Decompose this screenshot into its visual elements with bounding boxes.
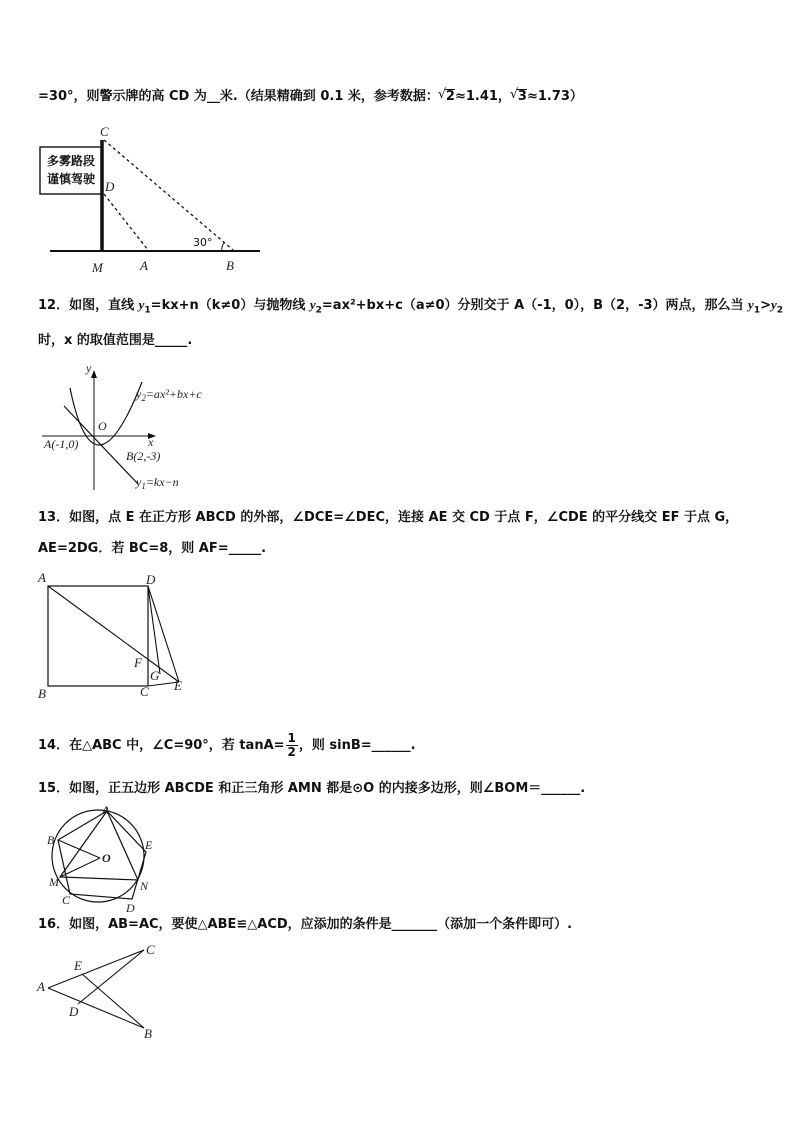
label-C: C [140,684,149,699]
label-x: x [148,435,154,449]
label-B: B [144,1026,152,1041]
parabola-graph [38,360,258,495]
label-E: E [74,958,82,973]
line-BE [82,974,144,1028]
triangles-diagram [36,938,166,1048]
line-CD [78,950,144,1004]
q12-line2: 时，x 的取值范围是_____. [38,333,193,348]
label-D: D [105,179,115,194]
line-AB [48,988,144,1028]
sqrt-3: √ 3 [517,89,527,104]
q11-text-b: ≈1.41， [454,89,511,104]
square-diagram [36,570,196,700]
q13-line2: AE=2DG．若 BC=8，则 AF=_____. [38,541,267,556]
label-A: A [37,979,45,994]
q16-text: 16．如图，AB=AC，要使△ABE≌△ACD，应添加的条件是_______（添加一个条件即可）. [38,917,573,932]
square-ABCD [48,586,148,686]
label-D: D [126,901,135,915]
circle-polygon-diagram [44,802,174,915]
label-A: A [38,570,46,585]
line-OM [60,858,100,877]
label-O: O [102,851,111,865]
label-B-point: B(2,-3) [126,449,161,463]
label-C: C [100,124,109,139]
label-y1-eq: $y_1=kx-n$ [136,475,179,491]
q14-text: 14．在△ABC 中，∠C=90°，若 tanA= $\frac{1}{2}$ ，则 sinB=______. [38,731,416,759]
sign-text-1: 多雾路段 [46,154,96,168]
label-B: B [38,686,46,701]
label-y2-eq: $y_2=ax^2+bx+c$ [136,387,202,403]
q12-line1: 12．如图，直线 $y_1=kx+n(k\ne 0)$与抛物线 $y_2=ax^2+bx+c(a\ne 0)$分别交于 A（-1，0），B（2，-3）两点，那么当 $y_1>y_2$ [38,297,784,316]
label-A-point: A(-1,0) [44,437,79,451]
label-E: E [145,838,153,852]
line-OB [58,840,100,858]
angle-arc [222,243,224,251]
angle-label: 30° [193,236,213,249]
sign-diagram [38,122,278,277]
label-D: D [69,1004,79,1019]
line-AD [104,194,148,250]
q12-figure [38,360,258,495]
sqrt-2: √ 2 [445,89,455,104]
q11-text-a: =30°，则警示牌的高 CD 为__米.（结果精确到 0.1 米，参考数据： [38,89,439,104]
y-axis-arrow [91,370,97,378]
line-BC [104,140,233,250]
label-D: D [146,572,156,587]
label-G: G [150,668,160,683]
label-E: E [174,678,182,693]
line-AC [48,950,144,988]
label-y: y [86,361,92,375]
q16-figure [36,938,166,1048]
label-C: C [146,942,155,957]
q13-figure [36,570,196,700]
label-O: O [98,419,107,433]
label-N: N [140,879,149,893]
label-M: M [49,875,59,889]
label-B: B [47,833,55,847]
q15-figure [44,802,174,915]
label-F: F [134,655,142,670]
label-A: A [102,803,111,817]
q11-text [38,88,764,106]
fraction-one-half: $\frac{1}{2}$ [287,731,296,759]
q11-text-c: ≈1.73） [526,89,583,104]
q15-text: 15．如图，正五边形 ABCDE 和正三角形 AMN 都是⊙O 的内接多边形，则∠BOM＝______. [38,781,586,796]
label-A: A [140,258,148,273]
sign-text-2: 谨慎驾驶 [46,172,96,186]
q11-figure [38,122,278,277]
label-B: B [226,258,234,273]
q13-line1: 13．如图，点 E 在正方形 ABCD 的外部，∠DCE=∠DEC，连接 AE 交 CD 于点 F，∠CDE 的平分线交 EF 于点 G， [38,510,739,525]
label-M: M [92,260,103,275]
label-C: C [62,893,71,907]
